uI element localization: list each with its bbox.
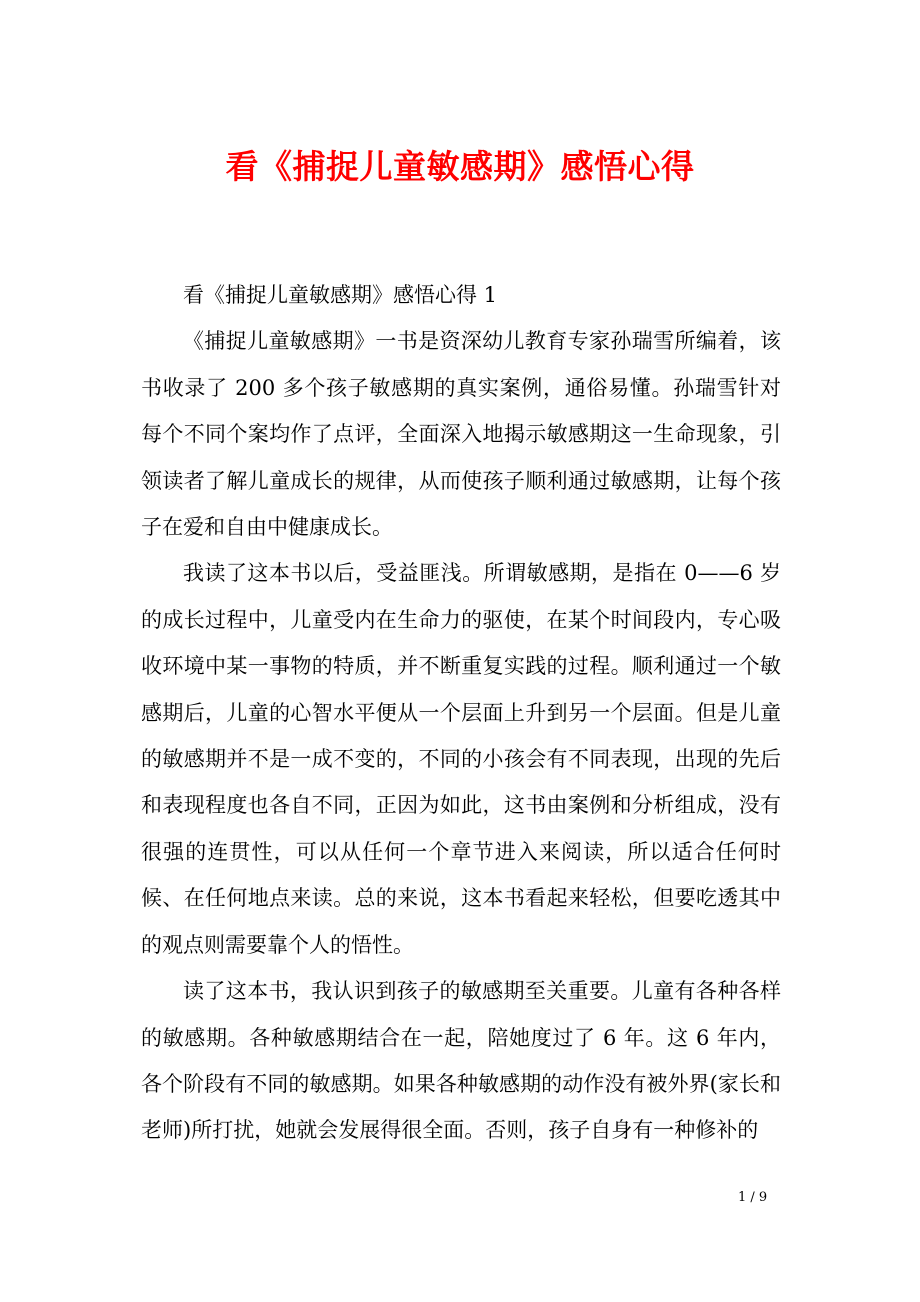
page-number: 1 / 9 <box>738 1190 768 1205</box>
section-heading: 看《捕捉儿童敏感期》感悟心得 1 <box>183 283 498 307</box>
document-body <box>141 272 781 1154</box>
document-title: 看《捕捉儿童敏感期》感悟心得 <box>225 147 695 186</box>
paragraph: 《捕捉儿童敏感期》一书是资深幼儿教育专家孙瑞雪所编着，该书收录了 200 多个孩子敏感期的真实案例，通俗易懂。孙瑞雪针对每个不同个案均作了点评，全面深入地揭示敏感期这一生命现象，引领读者了解儿童成长的规律，从而使孩子顺利通过敏感期，让每个孩子在爱和自由中健康成长。 <box>141 329 781 540</box>
paragraph: 我读了这本书以后，受益匪浅。所谓敏感期，是指在 0——6 岁的成长过程中，儿童受内在生命力的驱使，在某个时间段内，专心吸收环境中某一事物的特质，并不断重复实践的过程。顺利通过一个敏感期后，儿童的心智水平便从一个层面上升到另一个层面。但是儿童的敏感期并不是一成不变的，不同的小孩会有不同表现，出现的先后和表现程度也各自不同，正因为如此，这书由案例和分析组成，没有很强的连贯性，可以从任何一个章节进入来阅读，所以适合任何时候、在任何地点来读。总的来说，这本书看起来轻松，但要吃透其中的观点则需要靠个人的悟性。 <box>141 561 781 957</box>
paragraph: 读了这本书，我认识到孩子的敏感期至关重要。儿童有各种各样的敏感期。各种敏感期结合在一起，陪她度过了 6 年。这 6 年内，各个阶段有不同的敏感期。如果各种敏感期的动作没有被外界(家长和老师)所打扰，她就会发展得很全面。否则，孩子自身有一种修补的 <box>141 979 781 1143</box>
